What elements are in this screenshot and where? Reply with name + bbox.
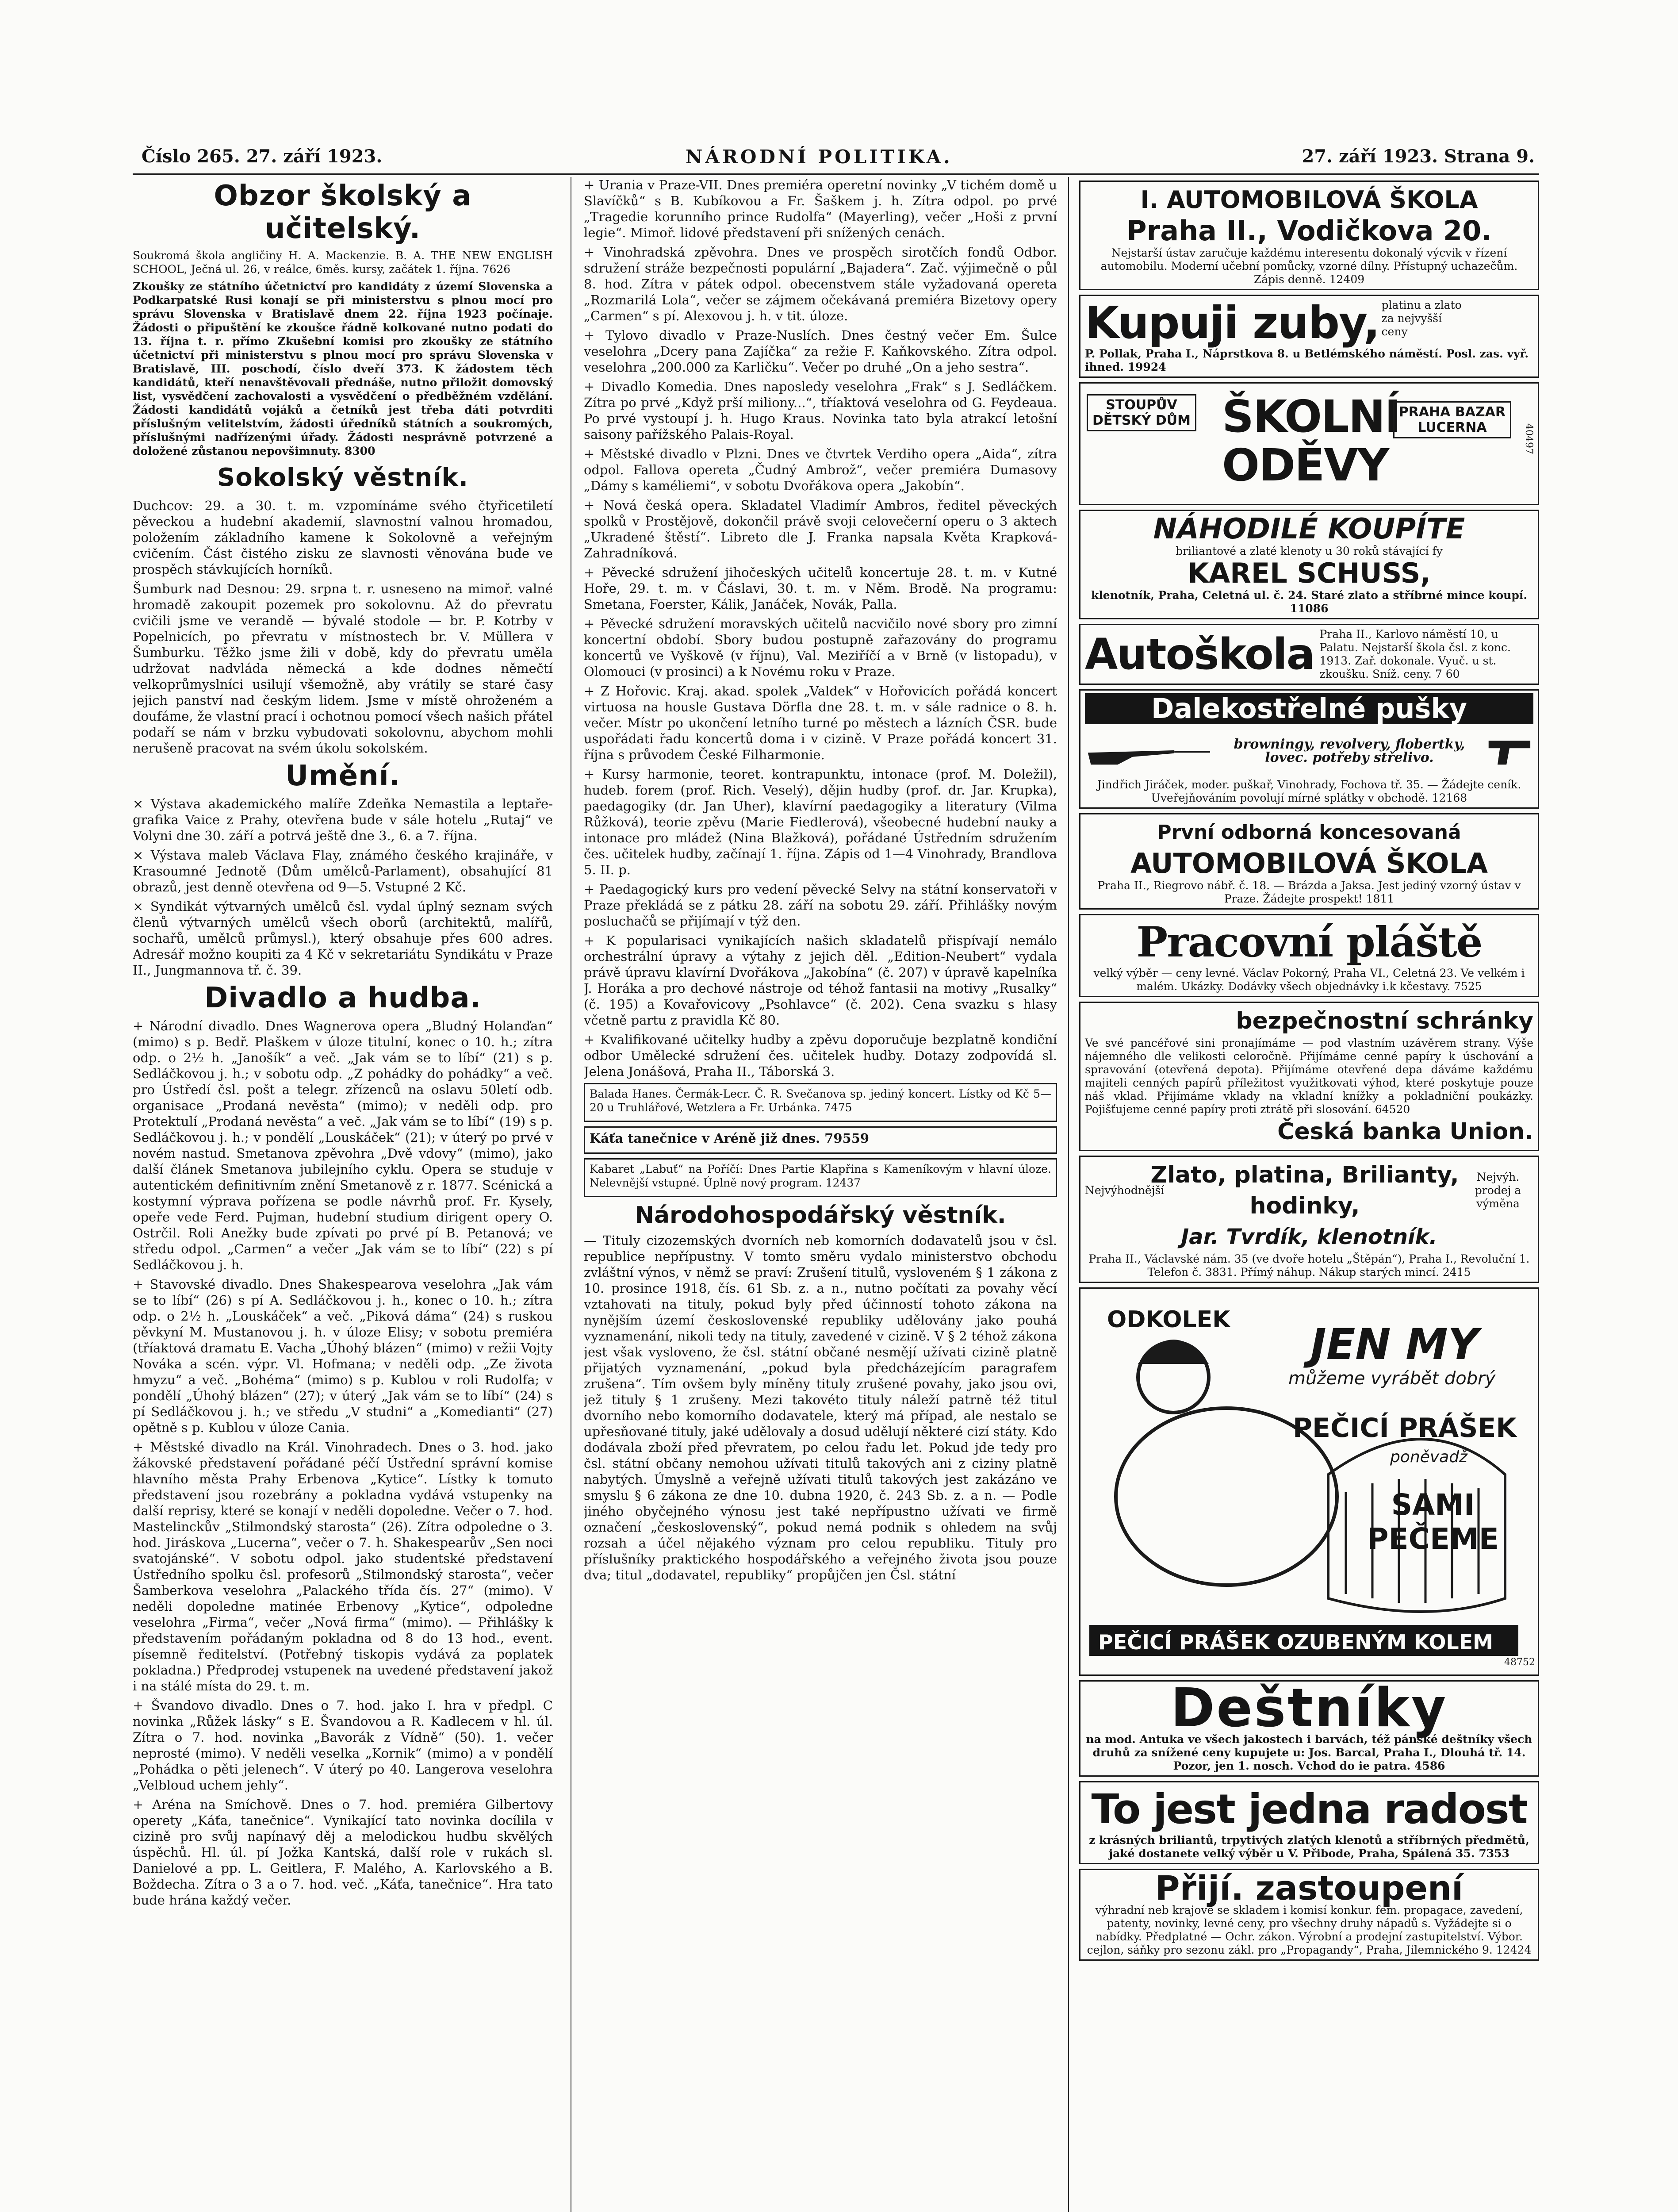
article-paragraph: + Vinohradská zpěvohra. Dnes ve prospěch sirotčích fondů Odbor. sdružení stráže bezpečnosti populární „Bajadera“. Zač. výjimečně o půl 8. hod. Zítra v pátek odpol. obecenstvem stále vyžadovaná opereta „Rozmarilá Lola“, večer se zájmem očekávaná premiéra Bizetovy opery „Carmen“ s pí. Alexovou j. h. v tit. úloze. xyxy=(584,245,1057,323)
ad-signature: Česká banka Union. xyxy=(1277,1118,1533,1145)
ad-title: Autoškola xyxy=(1085,630,1314,679)
rifle-illustration xyxy=(1085,727,1213,776)
ad-text: můžeme vyrábět dobrý xyxy=(1288,1368,1496,1389)
ad-title: bezpečnostní schránky xyxy=(1236,1008,1533,1034)
ad-text: P. Pollak, Praha I., Náprstkova 8. u Betlémského náměstí. Posl. zas. vyř. ihned. 19924 xyxy=(1085,347,1529,373)
ad-dalekostrelne-pusky xyxy=(1079,689,1539,809)
ad-text: Praha II., Václavské nám. 35 (ve dvoře hotelu „Štěpán“), Praha I., Revoluční 1. Telefon č. 3831. Přímý náhup. Nákup starých mincí. 2415 xyxy=(1088,1252,1530,1279)
ad-label-line: DĚTSKÝ DŮM xyxy=(1092,413,1191,428)
pistol-illustration xyxy=(1486,727,1533,776)
article-paragraph: — Tituly cizozemských dvorních neb komorních dodavatelů jsou v čsl. republice nepřípustny. V tomto směru vydalo ministerstvo obchodu zvláštní výnos, v němž se praví: Zrušení titulů, vysloveném § 1 zákona z 10. prosince 1918, čís. 61 Sb. z. a n., nutno počítati za povahy věcí vztahovati na tituly, pokud byly před účinností tohoto zákona na nynějším území československé republiky udělovány jako pouhá vyznamenání, nikoli tedy na tituly, zavedené v cizině. V § 2 téhož zákona jest však vysloveno, že čsl. státní občané nesmějí užívati cizině platně přijatých vyznamenání, „pokud byla předcházejícím paragrafem zrušena“. Tím ovšem byly míněny tituly zrušené povahy, jako jsou ovi, jež tituly § 1 zrušeny. Mezi takovéto tituly náleží patrně též titul dvorního nebo komorního dodavatele, který má případ, ale nestalo se upřesňované tituly, jaké udělovaly a dosud udělují některé cizí státy. Kdo dodávala zboží před převratem, po celou řadu let. Pokud jde tedy pro čsl. státní občany nemohou užívati titulů takových ani z ciziny platně nabytých. Úmyslně a veřejně užívati titulů takových jest zakázáno ve smyslu § 6 zákona ze dne 10. dubna 1920, č. 243 Sb. z. a n. — Podle jiného obyčejného výnosu jest také nepřípustno užívati ve firmě označení „československý“, pokud nemá podnik s ohledem na svůj rozsah a účel nějakého význam pro celou republiku. Tituly pro příslušníky praktického hospodářského a veřejného života jsou pouze dva; titul „dodavatel, republiky“ propůjčen jen Čsl. státní xyxy=(584,1233,1057,1582)
ad-title: ŠKOLNÍ ODĚVY xyxy=(1222,391,1400,491)
article-paragraph: + Městské divadlo na Král. Vinohradech. Dnes o 3. hod. jako žákovské představení pořádané péčí Ústřední správní komise hlavního města Prahy Erbenova „Kytice“. Lístky k tomuto představení jsou rozebrány a pokladna vydává vstupenky na další reprisy, které se konají v neděli dopoledne. Večer o 7. hod. Mastelinckův „Stilmondský starosta“ (26). Zítra odpoledne o 3. hod. Jiráskova „Lucerna“, večer o 7. h. Shakespearův „Sen noci svatojánské“. V sobotu odpol. jako studentské představení Ústředního spolku čsl. profesorů „Stilmondský starosta“, večer Šamberkova veselohra „Palackého třída čís. 27“ (mimo). V neděli dopoledne matinée Erbenovy „Kytice“, odpoledne veselohra „Firma“, večer „Nová firma“ (mimo). — Přihlášky k představením pořádaným pokladna od 8 do 13 hod., event. písemně ředitelství. (Potřebný tiskopis vydává za poplatek pokladna.) Předprodej vstupenek na uvedené představení jakož i na stálé místa do 29. t. m. xyxy=(133,1440,553,1694)
ad-text: Káťa tanečnice v Aréně již dnes. 79559 xyxy=(590,1131,870,1146)
ad-title: To jest jedna radost xyxy=(1091,1786,1527,1833)
ad-to-jest-jedna-radost xyxy=(1079,1781,1539,1864)
section-title-divadlo: Divadlo a hudba. xyxy=(204,982,481,1014)
ad-number: 40497 xyxy=(1523,423,1534,454)
ad-text: Ve své pancéřové sini pronajímáme — pod vlastním uzávěrem strany. Výše nájemného dle velikosti celoročně. Přijímáme cenné papíry k úschování a spravování (otevřená depota). Přijímáme otevřené depa dáváme každému majiteli cenných papírů příležitost využitkovati výhod, které poskytuje pouze náš vklad. Přijímáme vklady na vkladní knížky a pokladniční poukázky. Pojišťujeme cenné papíry proti ztrátě při slosování. 64520 xyxy=(1085,1037,1533,1116)
ad-text: Balada Hanes. Čermák-Lecr. Č. R. Svečanova sp. jediný koncert. Lístky od Kč 5—20 u Truhlářové, Wetzlera a Fr. Urbánka. 7475 xyxy=(590,1087,1051,1114)
ad-label-line: LUCERNA xyxy=(1417,420,1487,435)
ad-text: Praha II., Karlovo náměstí 10, u Palatu. Nejstarší škola čsl. z konc. 1913. Zař. dokonale. Vyuč. u st. zkoušku. Sníž. ceny. 7 60 xyxy=(1319,628,1511,680)
ad-title: KAREL SCHUSS, xyxy=(1188,557,1431,589)
ad-text: Praha II., Riegrovo nábř. č. 18. — Brázda a Jaksa. Jest jediný vzorný ústav v Praze. Žádejte prospekt! 1811 xyxy=(1097,879,1521,905)
ad-text: Jindřich Jiráček, moder. puškař, Vinohrady, Fochova tř. 35. — Žádejte ceník. Uveřejňováním povolují mírné splátky v obchodě. 12168 xyxy=(1097,778,1521,804)
ad-title: PEČICÍ PRÁŠEK xyxy=(1293,1413,1517,1444)
column-3-ads xyxy=(1079,177,1539,2212)
ad-text: browningy, revolvery, flobertky, lovec. potřeby střelivo. xyxy=(1234,737,1465,765)
ad-title: Pracovní pláště xyxy=(1136,918,1482,967)
ad-text: poněvadž xyxy=(1390,1448,1467,1466)
ad-karel-schuss xyxy=(1079,510,1539,619)
article-paragraph: + Švandovo divadlo. Dnes o 7. hod. jako I. hra v předpl. C novinka „Růžek lásky“ s E. Švandovou a R. Kadlecem v hl. úl. Zítra o 7. hod. novinka „Bavorák z Vídně“ (50). 1. večer neprosté (mimo). V neděli veselka „Kornik“ (mimo) a v pondělí „Pohádka o pěti jelenech“. V úterý po 40. Langerova veselohra „Velbloud uchem jehly“. xyxy=(133,1698,553,1793)
article-paragraph: + Kursy harmonie, teoret. kontrapunktu, intonace (prof. M. Doležil), hudeb. forem (prof. Rich. Veselý), dějin hudby (prof. dr. Jar. Krupka), paedagogiky (dr. Jan Uher), klavírní paedagogiky a literatury (Vilma Růžková), teorie zpěvu (Marie Fiedlerová), všeobecné hudební nauky a intonace pro mládež (Nina Blažková), pořádané Ústředním sdružením čes. učitelek hudby, začínají 1. října. Zápis od 1—4 Vinohrady, Brandlova 5. II. p. xyxy=(584,767,1057,877)
ad-koncesovana-autoskola xyxy=(1079,813,1539,910)
column-1 xyxy=(133,177,553,2212)
ad-title: Dalekostřelné pušky xyxy=(1085,693,1533,724)
ad-zlato-platina xyxy=(1079,1156,1539,1283)
ad-title: I. AUTOMOBILOVÁ ŠKOLA xyxy=(1140,186,1478,214)
ad-label-line: PRAHA BAZAR xyxy=(1398,404,1506,420)
ad-kupuji-zuby xyxy=(1079,295,1539,378)
ad-text: výhradní neb krajové se skladem i komisí konkur. fem. propagace, zavedení, patenty, novinky, levné ceny, pro všechny druhy nápadů s. Vyžádejte si o nabídky. Předplatné — Ochr. zákon. Výrobní a prodejní zastupitelství. Výbor. cejlon, sáňky pro sezonu zákl. pro „Propagandy“, Praha, Jilemnického 9. 12424 xyxy=(1087,1904,1532,1956)
article-paragraph: + K popularisaci vynikajících našich skladatelů přispívají nemálo orchestrální úpravy a výtahy z jejich děl. „Edition-Neubert“ vydala právě úpravu klavírní Dvořákova „Jakobína“ (č. 207) v úpravě kapelníka J. Horáka a pro dechové nástroje od téhož fantasii na motivy „Rusalky“ (č. 195) a Kovařovicovy „Psohlavce“ (č. 202). Cena svazku s hlasy včetně partu z pravidla Kč 80. xyxy=(584,933,1057,1028)
newspaper-title: NÁRODNÍ POLITIKA. xyxy=(686,146,953,168)
article-paragraph: Soukromá škola angličiny H. A. Mackenzie. B. A. THE NEW ENGLISH SCHOOL, Ječná ul. 26, v reálce, 6měs. kursy, začátek 1. října. 7626 xyxy=(133,249,553,276)
ad-title: První odborná koncesovaná xyxy=(1157,821,1461,844)
article-paragraph: + Kvalifikované učitelky hudby a zpěvu doporučuje bezplatně kondiční odbor Umělecké sdružení čes. učitelek hudby. Dotazy zodpovídá sl. Jelena Jonášová, Praha II., Táborská 3. xyxy=(584,1032,1057,1079)
ad-text: Nejvýhodnější xyxy=(1085,1184,1165,1197)
ad-text: na mod. Antuka ve všech jakostech i barvách, též pánské deštníky všech druhů za snížené ceny kupujete u: Jos. Barcal, Praha I., Dlouhá tř. 14. Pozor, jen 1. nosch. Vchod do ie patra. 4586 xyxy=(1086,1733,1532,1772)
ad-automobile-school xyxy=(1079,180,1539,290)
article-paragraph: + Paedagogický kurs pro vedení pěvecké Selvy na státní konservatoři v Praze překládá se z pátku 28. září na sobotu 29. září. Přihlášky novým posluchačů se přijímají v týž den. xyxy=(584,882,1057,929)
article-paragraph: + Pěvecké sdružení jihočeských učitelů koncertuje 28. t. m. v Kutné Hoře, 29. t. m. v Čáslavi, 30. t. m. v Něm. Brodě. Na programu: Smetana, Foerster, Kálik, Janáček, Novák, Palla. xyxy=(584,565,1057,612)
article-paragraph: + Tylovo divadlo v Praze-Nuslích. Dnes čestný večer Em. Šulce veselohra „Dcery pana Zajíčka“ za režie F. Kaňkovského. Zítra odpol. veselohra „200.000 za Karličku“. Večer po druhé „On a jeho sestra“. xyxy=(584,328,1057,375)
section-title-narodohospodarsky: Národohospodářský věstník. xyxy=(635,1202,1006,1229)
ad-title: Kupuji zuby, xyxy=(1085,297,1379,349)
ad-title: Zlato, platina, Brilianty, hodinky, xyxy=(1150,1162,1459,1219)
ad-title: JEN MY xyxy=(1310,1320,1479,1369)
masthead-rule xyxy=(133,173,1539,175)
article-paragraph: × Výstava akademického malíře Zdeňka Nemastila a leptaře-grafika Vaice z Prahy, otevřena bude v sále hotelu „Rutaj“ ve Volyni dne 30. září a potrvá ještě dne 3., 6. a 7. října. xyxy=(133,796,553,843)
ad-title: Deštníky xyxy=(1170,1678,1448,1739)
article-paragraph: + Pěvecké sdružení moravských učitelů nacvičilo nové sbory pro zimní koncertní období. Sbory budou postupně zařazovány do programu koncertů ve Vyškově (v říjnu), Val. Meziříčí a v Brně (v listopadu), v Olomouci (v prosinci) a k Novému roku v Praze. xyxy=(584,616,1057,679)
ad-text: z krásných briliantů, trpytivých zlatých klenotů a stříbrných předmětů, jaké dostanete velký výběr u V. Přibode, Praha, Spálená 35. 7353 xyxy=(1089,1834,1529,1860)
ad-text: klenotník, Praha, Celetná ul. č. 24. Staré zlato a stříbrné mince koupí. 11086 xyxy=(1091,589,1528,615)
section-title-obzor: Obzor školský a učitelský. xyxy=(214,180,472,245)
ad-title: ODKOLEK xyxy=(1107,1306,1230,1333)
issue-number: Číslo 265. 27. září 1923. xyxy=(142,146,383,167)
ad-text: platinu a zlato za nejvyšší ceny xyxy=(1381,299,1462,338)
ad-label xyxy=(1087,394,1196,431)
column-divider xyxy=(1068,177,1069,2212)
ad-autoskola xyxy=(1079,624,1539,685)
article-paragraph: + Urania v Praze-VII. Dnes premiéra operetní novinky „V tichém domě u Slavíčků“ s B. Kubíkovou a Fr. Šaškem j. h. Zítra odpol. po prvé „Tragedie korunního prince Rudolfa“ (Mayerling), večer „Hoši z první legie“. Mimoř. lidové představení při snížených cenách. xyxy=(584,177,1057,240)
article-paragraph: + Městské divadlo v Plzni. Dnes ve čtvrtek Verdiho opera „Aida“, zítra odpol. Fallova opereta „Čudný Ambrož“, večer premiéra Dumasovy „Dámy s kaméliemi“, v sobotu Dvořákova opera „Jakobín“. xyxy=(584,446,1057,493)
ad-number: 48752 xyxy=(1504,1657,1535,1668)
ad-text: Nejvýh. prodej a výměna xyxy=(1475,1171,1521,1210)
article-paragraph: × Výstava maleb Václava Flay, známého českého krajináře, v Krasoumné Jednotě (Dům umělců-Parlament), obsahující 81 obrazů, jest denně otevřena od 9—5. Vstupné 2 Kč. xyxy=(133,848,553,895)
ad-title: PEČICÍ PRÁŠEK OZUBENÝM KOLEM xyxy=(1098,1630,1493,1654)
article-paragraph: × Syndikát výtvarných umělců čsl. vydal úplný seznam svých členů výtvarných umělců všech oborů (architektů, malířů, sochařů, umělců průmysl.), který obsahuje přes 600 adres. Adresář možno koupiti za 4 Kč v sekretariátu Syndikátu v Praze II., Jungmannova tř. č. 39. xyxy=(133,899,553,978)
ad-label-line: STOUPŮV xyxy=(1106,397,1177,413)
ad-skolni-odevy xyxy=(1079,382,1539,505)
ad-odkolek-pecici-prasek xyxy=(1079,1287,1539,1676)
ad-title: AUTOMOBILOVÁ ŠKOLA xyxy=(1130,847,1488,879)
article-paragraph: Duchcov: 29. a 30. t. m. vzpomínáme svého čtyřicetiletí pěveckou a hudební akademií, slavnostní valnou hromadou, položením základního kamene k Sokolovně a veřejným cvičením. Část čistého zisku ze slavnosti věnována bude ve prospěch stávkujících horníků. xyxy=(133,498,553,577)
ad-title: NÁHODILÉ KOUPÍTE xyxy=(1153,513,1465,545)
article-paragraph: + Aréna na Smíchově. Dnes o 7. hod. premiéra Gilbertovy operety „Káťa, tanečnice“. Vynikající tato novinka docílila v cizině pro svůj napínavý děj a melodickou hudbu skvělých úspěchů. Hl. úl. pí Jožka Kantská, další role v rukách sl. Danielové a pp. L. Geitlera, F. Malého, A. Karlovského a B. Boždecha. Zítra o 3 a o 7. hod. več. „Káťa, tanečnice“. Hra tato bude hrána každý večer. xyxy=(133,1797,553,1908)
ad-text: briliantové a zlaté klenoty u 30 roků stávající fy xyxy=(1176,545,1443,557)
article-paragraph: + Nová česká opera. Skladatel Vladimír Ambros, ředitel pěveckých spolků v Prostějově, dokončil právě svoji celovečerní operu o 3 aktech „Ukradené štěstí“. Libreto dle J. Franka napsala Květa Krapková-Zahradníková. xyxy=(584,498,1057,561)
article-paragraph: + Z Hořovic. Kraj. akad. spolek „Valdek“ v Hořovicích pořádá koncert virtuosa na housle Gustava Dörfla dne 28. t. m. v sále radnice o 8. h. večer. Místr po ukončení letního turné po městech a lázních ČSR. bude uspořádati řadu koncertů doma i v cizině. V Praze pořádá koncert 31. října s průvodem České Filharmonie. xyxy=(584,684,1057,762)
article-paragraph: + Stavovské divadlo. Dnes Shakespearova veselohra „Jak vám se to líbí“ (26) s pí A. Sedláčkovou j. h., konec o 10. h.; zítra odp. o 2½ h. „Louskáček“ a več. „Piková dáma“ (24) s ruskou pěvkyní M. Mustanovou j. h. v úloze Elisy; v sobotu premiéra (tříaktová dramatu E. Vacha „Úhohý blázen“ (mimo) v režii Vojty Nováka a scén. výpr. Vl. Hofmana; v neděli odp. „Ze života hmyzu“ a več. „Bohéma“ (mimo) s p. Kublou v roli Rudolfa; v pondělí „Úhohý blázen“ (27); v úterý „Jak vám se to líbí“ (24) s pí Sedláčkovou j. h.; ve středu „V studni“ a „Komedianti“ (27) opětně s p. Kublou v úloze Cania. xyxy=(133,1277,553,1435)
page-date: 27. září 1923. Strana 9. xyxy=(1302,146,1535,167)
article-paragraph: + Národní divadlo. Dnes Wagnerova opera „Bludný Holanďan“ (mimo) s p. Bedř. Plaškem v úloze titulní, konec o 10. h.; zítra odp. o 2½ h. „Janošík“ a več. „Jak vám se to líbí“ (21) s p. Sedláčkovou j. h.; v sobotu odp. „Z pohádky do pohádky“ a več. pro Ústředí čsl. pošt a telegr. zřízenců na oslavu 50letí odb. organisace „Prodaná nevěsta“ (mimo); v neděli odp. pro Protektulí „Prodaná nevěsta“ a več. „Jak vám se to líbí“ (19) s p. Sedláčkovou j. h.; v pondělí „Louskáček“ (21); v úterý po prvé v novém nastud. Smetanova zpěvohra „Dvě vdovy“ (mimo), jako další článek Smetanova jubilejního cyklu. Opera se studuje v autentickém definitivním znění Smetanově z r. 1877. Scénická a kostymní výprava pořízena se podle návrhů prof. Fr. Kysely, opeře vede Ferd. Pujman, hudební studium dirigent opery O. Ostrčil. Roli Anežky bude zpívati po prvé pí B. Petanová; ve středu odpol. „Carmen“ a večer „Jak vám se to líbí“ (22) s pí Sedláčkovou j. h. xyxy=(133,1018,553,1272)
ad-text: Nejstarší ústav zaručuje každému interesentu dokonalý výcvik v řízení automobilu. Moderní učební pomůcky, vzorné dílny. Přístupný uchazečům. Zápis denně. 12409 xyxy=(1100,246,1518,286)
ad-title: SAMI PEČEME xyxy=(1367,1488,1499,1556)
masthead xyxy=(142,146,1535,173)
ad-pracovni-plaste xyxy=(1079,914,1539,997)
ad-text: Kabaret „Labuť“ na Poříčí: Dnes Partie Klapřina s Kameníkovým v hlavní úloze. Nelevnější vstupné. Úplně nový program. 12437 xyxy=(590,1163,1051,1189)
small-ad xyxy=(584,1158,1057,1197)
small-ad xyxy=(584,1083,1057,1122)
article-paragraph: + Divadlo Komedia. Dnes naposledy veselohra „Frak“ s J. Sedláčkem. Zítra po prvé „Když prší miliony...“, tříaktová veselohra od G. Feydeaua. Po prvé vystoupí j. h. Hugo Kraus. Novinka tato byla atrakcí letošní saisony pařížského Palais-Royal. xyxy=(584,379,1057,442)
column-2 xyxy=(584,177,1057,2212)
article-paragraph: Šumburk nad Desnou: 29. srpna t. r. usneseno na mimoř. valné hromadě zakoupit pozemek pro sokolovnu. Až do převratu cvičili jsme ve verandě — bývalé stodole — br. P. Kotrby v Popelnicích, po převratu v místnostech br. V. Müllera v Šumburku. Těžko jsme žili v době, kdy do převratu uměla udržovat nadvláda německá a kde dodnes němečtí velkoprůmyslníci usilují všemožně, aby vrátily se staré časy jejich panství nad českým lidem. Jsme v místě ohroženém a doufáme, že vlastní prací i ochotnou pomocí všech našich přátel podaří se nám v brzku vybudovati sokolovnu, abychom mohli nerušeně pracovat na svém úkolu sokolském. xyxy=(133,581,553,756)
article-paragraph: Zkoušky ze státního účetnictví pro kandidáty z území Slovenska a Podkarpatské Rusi konají se při ministerstvu s plnou mocí pro správu Slovenska v Bratislavě dnem 22. října 1923 počínaje. Žádosti o připuštění ke zkoušce řádně kolkované nutno podati do 13. října t. r. přímo Zkušební komisi pro zkoušky ze státního účetnictví při ministerstvu s plnou mocí pro správu Slovenska v Bratislavě, III. poschodí, číslo dveří 373. K žádostem těch kandidátů, kteří nenavštěvovali přednáše, nutno přiložit domovský list, vysvědčení zachovalosti a vysvědčení o předběžném vzdělání. Žádosti kandidátů vojáků a četníků jest třeba dáti potvrditi příslušným velitelstvím, žádosti úředníků státních a soukromých, příslušnými nadřízenými úřady. Žádosti nesprávně potvrzené a doložené zůstanou nepovšimnuty. 8300 xyxy=(133,280,553,457)
ad-title: Jar. Tvrdík, klenotník. xyxy=(1181,1225,1437,1249)
ad-title: Přijí. zastoupení xyxy=(1155,1868,1463,1908)
ad-label xyxy=(1393,401,1511,438)
small-ad xyxy=(584,1126,1057,1154)
ad-title: Praha II., Vodičkova 20. xyxy=(1126,215,1492,247)
ad-destniky xyxy=(1079,1680,1539,1777)
ad-ceska-banka-union xyxy=(1079,1002,1539,1151)
ad-prijmu-zastoupeni xyxy=(1079,1869,1539,1961)
ad-text: velký výběr — ceny levné. Václav Pokorný, Praha VI., Celetná 23. Ve velkém i malém. Ukázky. Dodávky všech objednávky i.k kčestavy. 7525 xyxy=(1093,967,1525,993)
section-title-sokol: Sokolský věstník. xyxy=(217,463,468,492)
section-title-umeni: Umění. xyxy=(285,760,400,792)
